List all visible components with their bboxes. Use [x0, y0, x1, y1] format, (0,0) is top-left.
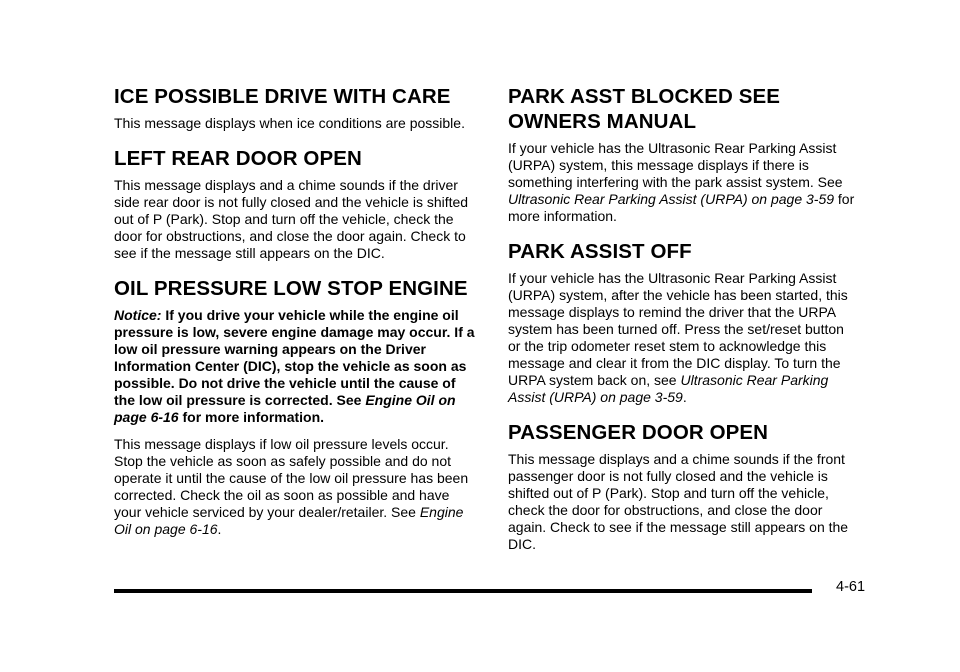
section-left-rear-door-open	[114, 146, 478, 262]
section-title: ICE POSSIBLE DRIVE WITH CARE	[114, 85, 451, 108]
section-oil-pressure-low	[114, 276, 478, 538]
body-reference-link[interactable]: Engine Oil on page 6-16	[114, 504, 464, 537]
section-passenger-door-open	[508, 420, 860, 553]
notice-reference-link[interactable]: Engine Oil on page 6-16	[114, 392, 456, 425]
section-title: LEFT REAR DOOR OPEN	[114, 147, 362, 170]
section-body: This message displays and a chime sounds if the front passenger door is not fully closed and the vehicle is shifted out of P (Park). Stop and turn off the vehicle, check the door for obstructions, and close the door again. Check to see if the message still appears on the DIC.	[508, 451, 849, 552]
section-title: OIL PRESSURE LOW STOP ENGINE	[114, 277, 468, 300]
footer-rule	[114, 589, 812, 593]
notice-label: Notice:	[114, 307, 162, 323]
body-reference-link[interactable]: Ultrasonic Rear Parking Assist (URPA) on page 3-59	[508, 372, 829, 405]
section-body	[508, 270, 860, 406]
body-tail: for more information.	[508, 191, 855, 224]
section-title: PARK ASST BLOCKED SEE OWNERS MANUAL	[508, 85, 781, 133]
right-column	[508, 84, 860, 567]
notice-text: If you drive your vehicle while the engine oil pressure is low, severe engine damage may occur. If a low oil pressure warning appears on the Driver Information Center (DIC), stop the vehicle as soon as possible. Do not drive the vehicle until the cause of the low oil pressure is corrected. See	[114, 307, 475, 408]
section-body	[508, 140, 860, 225]
section-body	[114, 436, 478, 538]
notice-paragraph	[114, 307, 478, 426]
body-reference-link[interactable]: Ultrasonic Rear Parking Assist (URPA) on page 3-59	[508, 191, 835, 207]
section-title: PASSENGER DOOR OPEN	[508, 421, 769, 444]
section-park-asst-blocked	[508, 84, 860, 225]
body-tail: .	[217, 521, 222, 537]
body-tail: .	[682, 389, 687, 405]
section-ice-possible	[114, 84, 478, 132]
body-text: If your vehicle has the Ultrasonic Rear Parking Assist (URPA) system, after the vehicle has been started, this message displays to remind the driver that the URPA system has been turned off. Press the set/reset button or the trip odometer reset stem to acknowledge this message and clear it from the DIC display. To turn the URPA system back on, see	[508, 270, 848, 388]
left-column	[114, 84, 478, 552]
section-body: This message displays when ice conditions are possible.	[114, 115, 465, 131]
notice-tail: for more information.	[182, 409, 325, 425]
section-park-assist-off	[508, 239, 860, 406]
page-number: 4-61	[836, 579, 866, 595]
body-text: If your vehicle has the Ultrasonic Rear Parking Assist (URPA) system, this message displays if there is something interfering with the park assist system. See	[508, 140, 843, 190]
body-text: This message displays if low oil pressure levels occur. Stop the vehicle as soon as safely possible and do not operate it until the cause of the low oil pressure has been corrected. Check the oil as soon as possible and have your vehicle serviced by your dealer/retailer. See	[114, 436, 469, 520]
section-body: This message displays and a chime sounds if the driver side rear door is not fully closed and the vehicle is shifted out of P (Park). Stop and turn off the vehicle, check the door for obstructions, and close the door again. Check to see if the message still appears on the DIC.	[114, 177, 469, 261]
section-title: PARK ASSIST OFF	[508, 240, 692, 263]
